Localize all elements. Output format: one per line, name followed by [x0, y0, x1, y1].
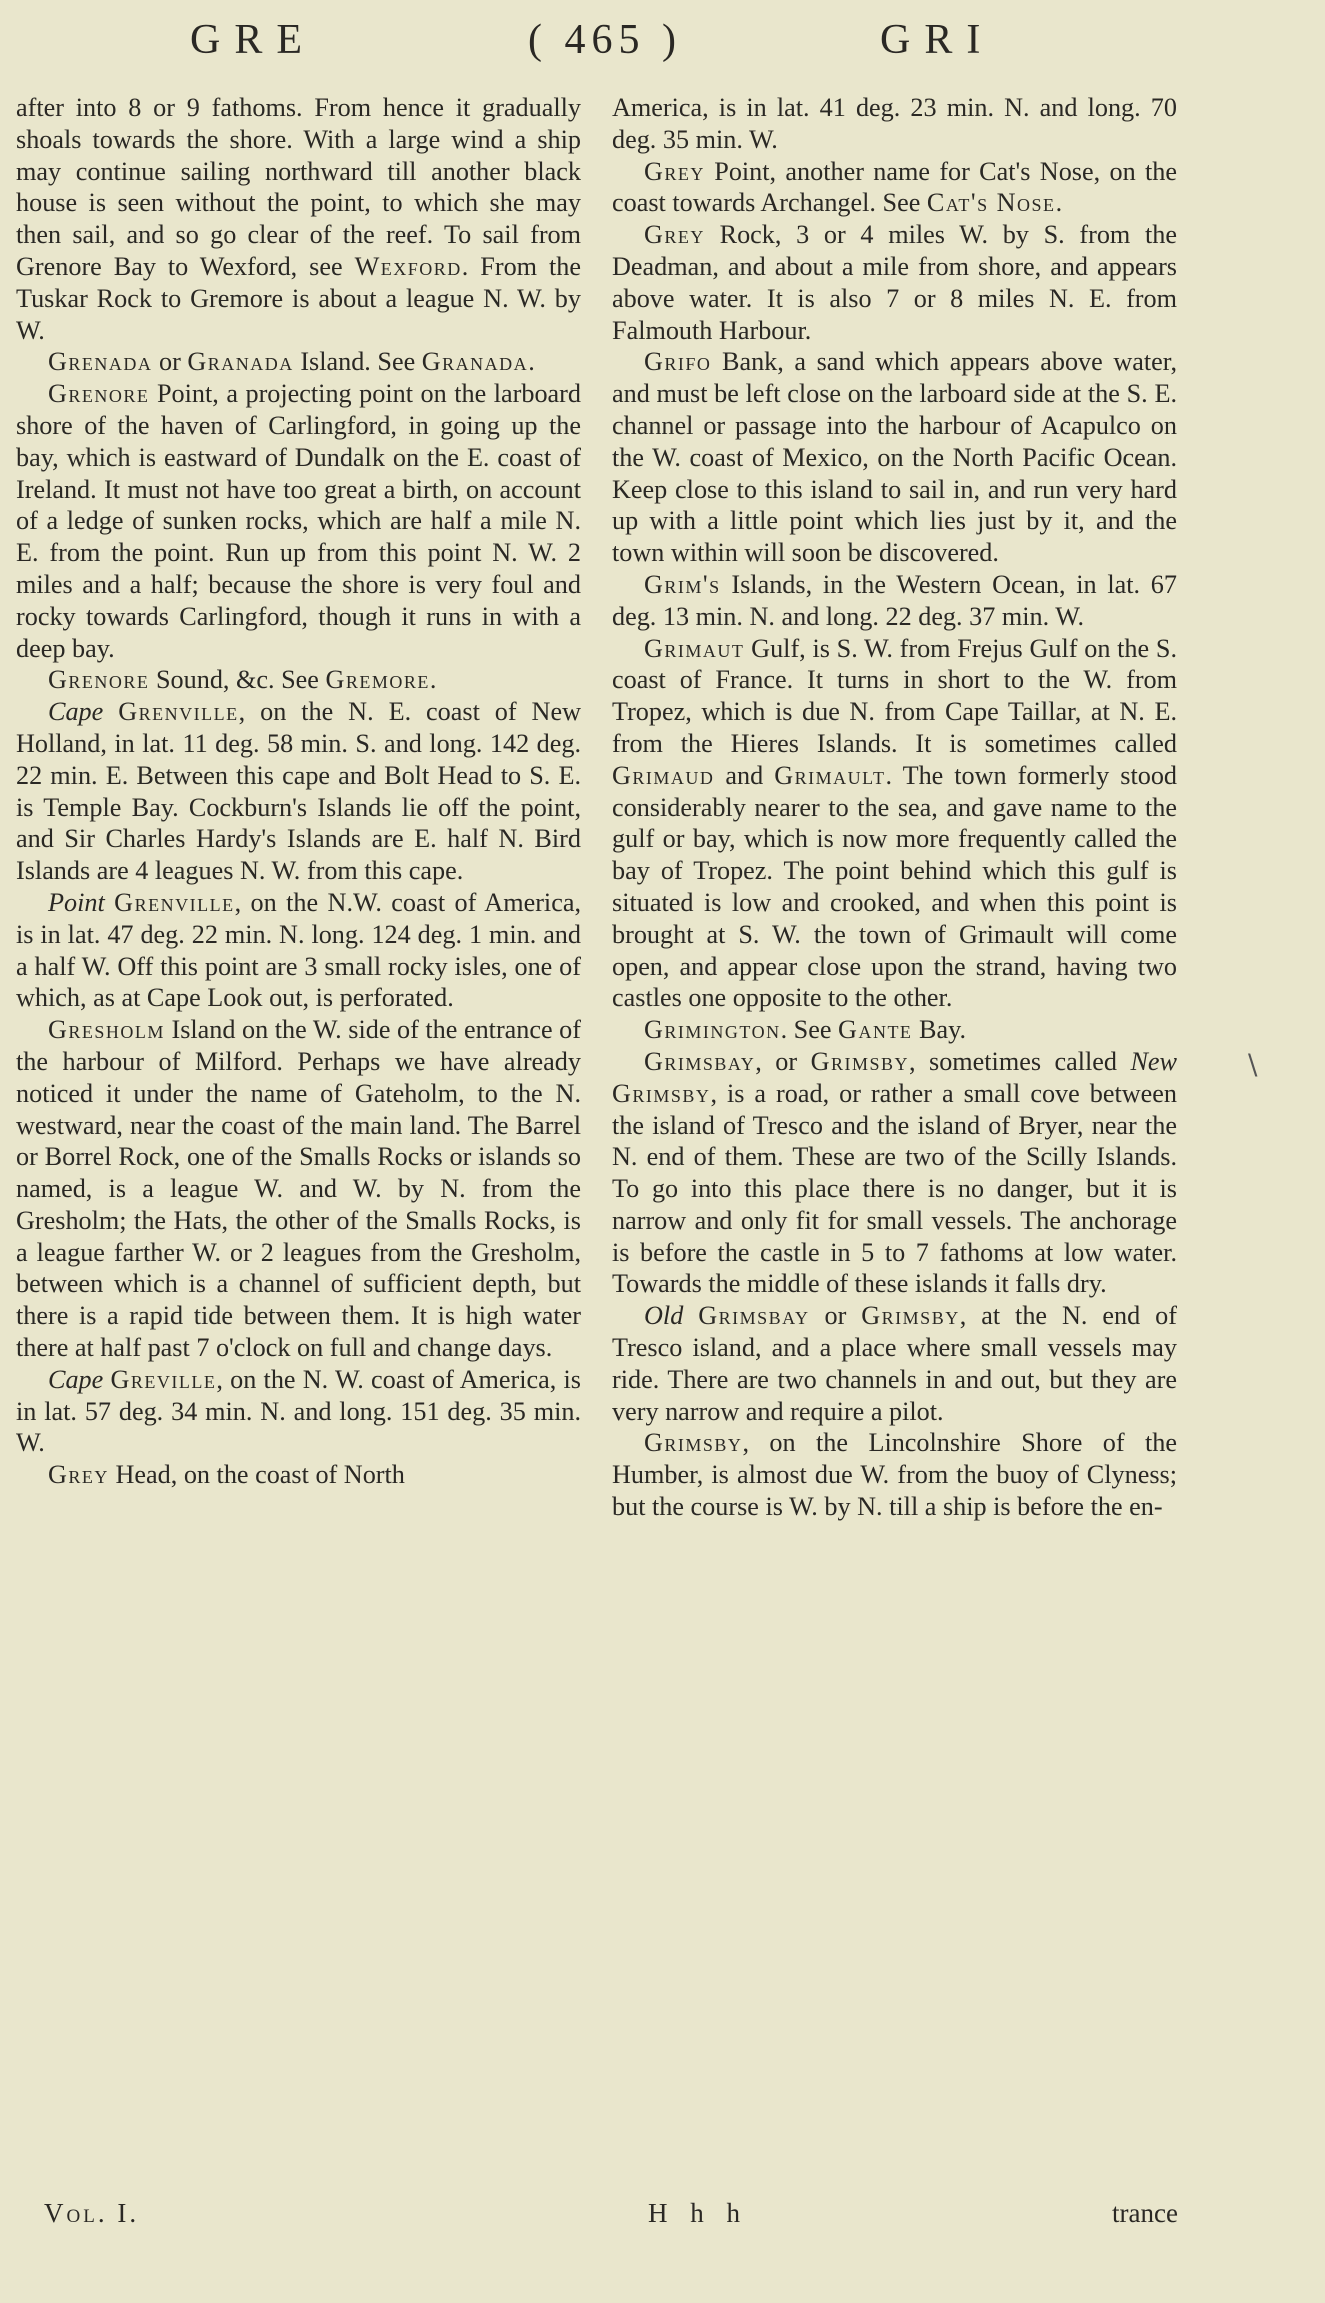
entry-grenada [16, 346, 581, 378]
entry-text: Point, a projecting point on the larboard shore of the haven of Carlingford, in going up the bay, which is eastward of Dundalk on the E. coast of Ireland. It must not have too great a birth, on account of a ledge of sunken rocks, which are half a mile N. E. from the point. Run up from this point N. W. 2 miles and a half; because the shore is very foul and rocky towards Carlingford, though it runs in with a deep bay. [16, 379, 581, 663]
headword: Wexford [354, 251, 462, 281]
headword: Gremore [325, 665, 430, 695]
entry-grifo-bank [612, 346, 1177, 569]
entry-text [103, 697, 118, 726]
entry-text [105, 888, 114, 917]
entry-text: , on the N.W. coast of America, is in lat. 47 deg. 22 min. N. long. 124 deg. 1 min. and a half W. Off this point are 3 small rocky isles, one of which, as at Cape Look out, is perforated. [16, 887, 581, 1013]
entry-grims-islands [612, 569, 1177, 633]
entry-text: . From the Tuskar Rock to Gremore is about a league N. W. by W. [16, 251, 581, 345]
entry-cape-greville [16, 1364, 581, 1459]
catchword: trance [1112, 2198, 1178, 2228]
entry-text: Sound, &c. See [149, 665, 326, 695]
entry-text: Bank, a sand which appears above water, and must be left close on the larboard side at the S. E. channel or passage into the harbour of Acapulco on the W. coast of Mexico, on the North Pacific Ocean. Keep close to this island to sail in, and run very hard up with a little point which lies just by it, and the town within will soon be discovered. [612, 347, 1177, 568]
cont-america [612, 92, 1177, 156]
entry-text: . The town formerly stood considerably nearer to the sea, and gave name to the gulf or bay, which is now more frequently called the bay of Tropez. The point behind which this gulf is situated is low and crooked, and when this point is brought at S. W. the town of Grimault will come open, and appear close upon the strand, having two castles one opposite to the other. [612, 760, 1178, 1013]
headword: Granada [421, 347, 529, 377]
running-head-right: GRI [880, 17, 995, 63]
italic-text: Cape [48, 697, 104, 727]
entry-text [683, 1301, 698, 1330]
entry-text: , sometimes called [909, 1046, 1131, 1076]
italic-text: Point [48, 887, 105, 917]
entry-text: Bay. [912, 1015, 967, 1045]
entry-old-grimsbay [612, 1300, 1177, 1427]
headword: Grimaut [644, 633, 745, 663]
entry-text: America, is in lat. 41 deg. 23 min. N. and long. 70 deg. 35 min. W. [612, 93, 1177, 154]
headword: Grimault [774, 760, 886, 790]
entry-text: Rock, 3 or 4 miles W. by S. from the Deadman, and about a mile from shore, and appears above water. It is also 7 or 8 miles N. E. from Falmouth Harbour. [612, 220, 1177, 345]
entry-text: or [809, 1301, 862, 1331]
headword: Gante [838, 1015, 913, 1045]
entry-text: and [714, 760, 775, 790]
headword: Grifo [644, 347, 712, 377]
headword: Grimaud [612, 760, 715, 790]
italic-text: Old [644, 1301, 684, 1331]
headword: Grimington [644, 1015, 781, 1045]
entry-text: , on the N. W. coast of America, is in lat. 57 deg. 34 min. N. and long. 151 deg. 35 min. W. [16, 1364, 581, 1458]
headword: Grenore [48, 379, 150, 409]
entry-text: Island. See [293, 347, 422, 377]
entry-text: or [152, 347, 188, 377]
entry-text: . See [780, 1015, 839, 1045]
headword: Grimsby [810, 1046, 909, 1076]
headword: Grey [644, 156, 705, 186]
signature-mark: H h h [648, 2198, 748, 2228]
entry-text [103, 1365, 110, 1394]
entry-point-grenville [16, 887, 581, 1014]
headword: Grimsbay [698, 1301, 810, 1331]
italic-text: New [1130, 1046, 1177, 1076]
entry-gresholm [16, 1014, 581, 1364]
headword: Grimsby [612, 1078, 711, 1108]
headword: Grenville [118, 697, 239, 727]
headword: Grenville [114, 887, 235, 917]
entry-grimington [612, 1014, 1177, 1046]
entry-text: . [429, 665, 437, 695]
headword: Grenore [48, 665, 150, 695]
entry-text: Island on the W. side of the entrance of the harbour of Milford. Perhaps we have already noticed it under the name of Gateholm, to the N. westward, near the coast of the main land. The Barrel or Borrel Rock, one of the Smalls Rocks or islands so named, is a league W. and W. by N. from the Gresholm; the Hats, the other of the Smalls Rocks, is a league farther W. or 2 leagues from the Gresholm, between which is a channel of sufficient depth, but there is a rapid tide between them. It is high water there at half past 7 o'clock on full and change days. [16, 1015, 581, 1363]
entry-text: , is a road, or rather a small cove between the island of Tresco and the island of Bryer, near the N. end of them. These are two of the Scilly Islands. To go into this place there is no danger, but it is narrow and only fit for small vessels. The anchorage is before the castle in 5 to 7 fathoms at low water. Towards the middle of these islands it falls dry. [612, 1078, 1177, 1299]
entry-text: , on the Lincolnshire Shore of the Humber, is almost due W. from the buoy of Clyness; but the course is W. by N. till a ship is before the en- [612, 1428, 1177, 1522]
headword: Granada [187, 347, 294, 377]
right-column [612, 92, 1177, 1523]
headword: Grey [644, 220, 705, 250]
headword: Grey [48, 1460, 109, 1490]
entry-text: , on the N. E. coast of New Holland, in lat. 11 deg. 58 min. S. and long. 142 deg. 22 min. E. Between this cape and Bolt Head to S. E. is Temple Bay. Cockburn's Islands lie off the point, and Sir Charles Hardy's Islands are E. half N. Bird Islands are 4 leagues N. W. from this cape. [16, 697, 581, 886]
entry-grenore-sound [16, 664, 581, 696]
entry-grimsbay [612, 1046, 1177, 1300]
headword: Grim's [644, 569, 721, 599]
left-column [16, 92, 581, 1491]
headword: Gresholm [48, 1015, 165, 1045]
entry-text: Gulf, is S. W. from Frejus Gulf on the S. coast of France. It turns in short to the W. from Tropez, which is due N. from Cape Taillar, at N. E. from the Hieres Islands. It is sometimes called [612, 633, 1177, 758]
entry-grey-head [16, 1459, 581, 1491]
headword: Grimsby [861, 1301, 960, 1331]
entry-cape-grenville [16, 696, 581, 887]
entry-text: . [528, 347, 535, 377]
entry-text: , or [755, 1046, 811, 1076]
entry-grimaut-gulf [612, 633, 1177, 1015]
cont-fathoms [16, 92, 581, 346]
entry-text: . [1055, 188, 1063, 218]
margin-mark: \ [1248, 1048, 1258, 1081]
headword: Grimsbay [644, 1046, 756, 1076]
entry-text: Islands, in the Western Ocean, in lat. 67 deg. 13 min. N. and long. 22 deg. 37 min. W. [612, 569, 1177, 631]
entry-text: , at the N. end of Tresco island, and a place where small vessels may ride. There are two channels in and out, but they are very narrow and require a pilot. [612, 1301, 1178, 1426]
italic-text: Cape [48, 1364, 104, 1394]
entry-grey-point [612, 156, 1177, 220]
headword: Greville [110, 1364, 217, 1394]
headword: Grenada [48, 347, 153, 377]
volume-number: Vol. I. [44, 2198, 140, 2228]
entry-grimsby-humber [612, 1427, 1177, 1522]
page-number: ( 465 ) [528, 17, 682, 63]
entry-text: Point, another name for Cat's Nose, on the coast towards Archangel. See [612, 156, 1177, 218]
running-head-left: GRE [190, 17, 316, 63]
entry-text: after into 8 or 9 fathoms. From hence it gradually shoals towards the shore. With a large wind a ship may continue sailing northward till another black house is seen without the point, to which she may then sail, and so go clear of the reef. To sail from Grenore Bay to Wexford, see [16, 93, 581, 281]
entry-grenore-point [16, 378, 581, 664]
headword: Cat's Nose [926, 188, 1056, 218]
entry-grey-rock [612, 219, 1177, 346]
entry-text: Head, on the coast of North [108, 1460, 405, 1490]
headword: Grimsby [644, 1428, 743, 1458]
